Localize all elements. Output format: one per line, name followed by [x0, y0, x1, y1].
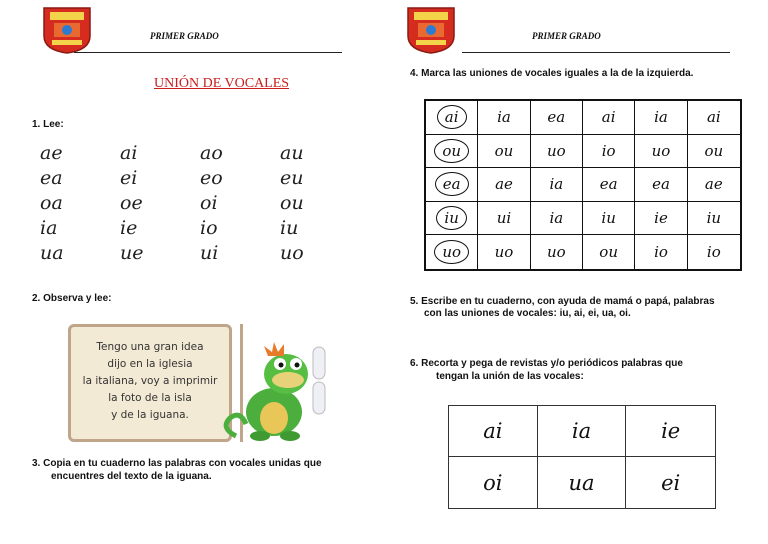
question-4: 4. Marca las uniones de vocales iguales a la de la izquierda. — [410, 68, 694, 79]
vowel-combination: ai — [120, 142, 138, 164]
reference-cell[interactable] — [426, 101, 478, 135]
option-text: ea — [599, 175, 618, 194]
question-6-line2: tengan la unión de las vocales: — [436, 371, 584, 382]
option-text: uo — [494, 243, 514, 262]
vowel-combination: ao — [200, 142, 223, 164]
option-cell[interactable] — [688, 168, 740, 202]
option-text: ou — [704, 141, 724, 160]
vowel-combination: eo — [200, 167, 223, 189]
circled-reference-text: uo — [434, 240, 469, 264]
option-cell[interactable] — [583, 202, 635, 236]
option-text: io — [654, 243, 668, 262]
option-cell[interactable] — [478, 135, 530, 169]
vowel-combination: oa — [40, 192, 63, 214]
option-text: ea — [547, 108, 566, 127]
vowel-union-cell: ei — [661, 470, 681, 495]
poster-line: la italiana, voy a imprimir — [82, 375, 218, 387]
option-text: iu — [706, 209, 722, 228]
reference-cell[interactable] — [426, 235, 478, 269]
question-2: 2. Observa y lee: — [32, 293, 112, 304]
option-text: ai — [601, 108, 616, 127]
option-cell[interactable] — [635, 202, 687, 236]
header-line-left — [74, 52, 342, 53]
option-text: ai — [706, 108, 721, 127]
vowel-combination: oi — [200, 192, 218, 214]
option-text: ae — [704, 175, 723, 194]
option-cell[interactable] — [688, 135, 740, 169]
iguana-poster — [68, 324, 232, 442]
vowel-union-table — [448, 405, 716, 509]
vowel-combination: ue — [120, 242, 144, 264]
option-cell[interactable] — [688, 235, 740, 269]
vowel-combinations-grid — [40, 142, 360, 264]
vowel-combination: ou — [280, 192, 304, 214]
option-text: uo — [546, 141, 566, 160]
grade-label-left: PRIMER GRADO — [150, 31, 219, 41]
vowel-combination: au — [280, 142, 304, 164]
option-cell[interactable] — [583, 135, 635, 169]
option-cell[interactable] — [635, 135, 687, 169]
vowel-union-cell: ia — [538, 406, 627, 457]
vowel-combination: eu — [280, 167, 304, 189]
option-text: ia — [654, 108, 668, 127]
option-cell[interactable] — [531, 168, 583, 202]
school-logo — [42, 6, 92, 54]
vowel-combination: ea — [40, 167, 63, 189]
circled-reference-text: ea — [435, 172, 469, 196]
question-5-line2: con las uniones de vocales: iu, ai, ei, ua, oi. — [424, 308, 631, 319]
option-cell[interactable] — [478, 101, 530, 135]
match-vowels-grid — [424, 99, 742, 271]
vowel-combination: ie — [120, 217, 138, 239]
option-text: uo — [546, 243, 566, 262]
vowel-combination: ei — [120, 167, 138, 189]
option-text: ia — [497, 108, 511, 127]
option-cell[interactable] — [531, 202, 583, 236]
option-text: ae — [495, 175, 513, 194]
option-cell[interactable] — [478, 168, 530, 202]
poster-line: Tengo una gran idea — [96, 341, 204, 353]
reference-cell[interactable] — [426, 168, 478, 202]
reference-cell[interactable] — [426, 135, 478, 169]
vowel-union-cell: oi — [449, 457, 538, 508]
poster-text — [71, 339, 229, 424]
vowel-combination: iu — [280, 217, 299, 239]
option-text: ea — [652, 175, 670, 194]
option-text: iu — [601, 209, 616, 228]
option-cell[interactable] — [583, 101, 635, 135]
vowel-combination: ae — [40, 142, 63, 164]
page-title: UNIÓN DE VOCALES — [154, 76, 290, 91]
vowel-union-cell: ai — [449, 406, 538, 457]
vowel-combination: oe — [120, 192, 143, 214]
option-cell[interactable] — [531, 135, 583, 169]
option-cell[interactable] — [583, 168, 635, 202]
option-cell[interactable] — [531, 235, 583, 269]
option-cell[interactable] — [635, 168, 687, 202]
option-text: uo — [651, 141, 671, 160]
vowel-union-cell: ua — [538, 457, 627, 508]
option-cell[interactable] — [478, 235, 530, 269]
circled-reference-text: ai — [437, 105, 467, 129]
option-cell[interactable] — [688, 202, 740, 236]
option-cell[interactable] — [688, 101, 740, 135]
question-6-line1: 6. Recorta y pega de revistas y/o periódicos palabras que — [410, 358, 683, 369]
option-text: io — [706, 243, 721, 262]
vowel-combination: io — [200, 217, 218, 239]
vowel-combination: ua — [40, 242, 64, 264]
vowel-union-cell: ie — [626, 406, 715, 457]
vowel-combination: ui — [200, 242, 219, 264]
option-cell[interactable] — [583, 235, 635, 269]
option-cell[interactable] — [478, 202, 530, 236]
option-text: ui — [496, 209, 512, 228]
vowel-combination: uo — [280, 242, 304, 264]
question-1: 1. Lee: — [32, 119, 64, 130]
option-text: ia — [549, 175, 564, 194]
poster-line: y de la iguana. — [111, 409, 189, 421]
question-3-line1: 3. Copia en tu cuaderno las palabras con vocales unidas que — [32, 458, 322, 469]
option-text: ou — [494, 141, 514, 160]
poster-line: la foto de la isla — [108, 392, 192, 404]
option-cell[interactable] — [635, 101, 687, 135]
school-logo-right — [406, 6, 456, 54]
poster-line: dijo en la iglesia — [107, 358, 193, 370]
circled-reference-text: ou — [434, 139, 469, 163]
grade-label-right: PRIMER GRADO — [532, 31, 601, 41]
decorative-shape — [312, 346, 326, 416]
reference-cell[interactable] — [426, 202, 478, 236]
option-text: io — [601, 141, 616, 160]
option-cell[interactable] — [531, 101, 583, 135]
option-text: ou — [599, 243, 618, 262]
header-line-right — [462, 52, 730, 53]
circled-reference-text: iu — [436, 206, 466, 230]
option-text: ie — [654, 209, 668, 228]
question-3-line2: encuentres del texto de la iguana. — [51, 471, 212, 482]
question-5-line1: 5. Escribe en tu cuaderno, con ayuda de mamá o papá, palabras — [410, 296, 715, 307]
option-text: ia — [549, 209, 564, 228]
vowel-combination: ia — [40, 217, 58, 239]
option-cell[interactable] — [635, 235, 687, 269]
